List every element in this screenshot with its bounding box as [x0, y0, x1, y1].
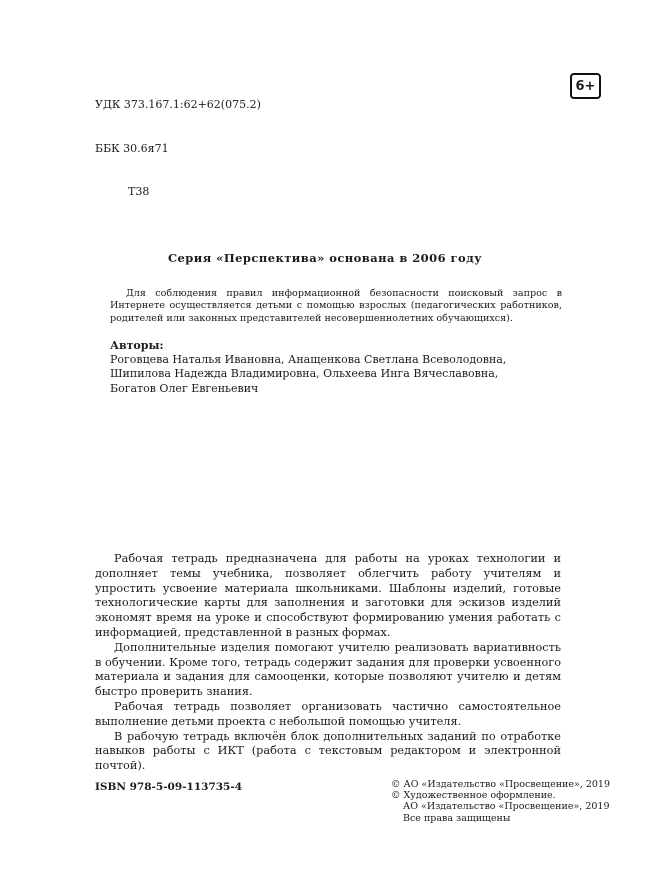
- authors-block: [110, 339, 506, 396]
- copyright-line-1: © АО «Издательство «Просвещение», 2019: [391, 779, 611, 790]
- udk-line: УДК 373.167.1:62+62(075.2): [95, 98, 261, 111]
- authors-line-3: Богатов Олег Евгеньевич: [110, 381, 259, 395]
- annotation-paragraph-3: Рабочая тетрадь позволяет организовать частично самостоятельное выполнение детьми проекта с небольшой помощью учителя.: [95, 699, 561, 728]
- authors-label: Авторы:: [110, 339, 164, 352]
- bbk-line: ББК 30.6я71: [95, 141, 169, 155]
- catalog-codes: [95, 69, 261, 229]
- annotation-paragraph-1: Рабочая тетрадь предназначена для работы на уроках технологии и дополняет темы учебника, позволяет облегчить работу учителям и упростить усвоение материала школьниками. Шаблоны изделий, готовые технологические карты для заполнения и заготовки для эскизов изделий экономят время на уроке и способствуют формированию умения работать с информацией, представленной в разных формах.: [95, 552, 561, 639]
- annotation-paragraph-2: Дополнительные изделия помогают учителю реализовать вариативность в обучении. Кроме того, тетрадь содержит задания для проверки усвоенного материала и задания для самооценки, которые позволяют учителю и детям быстро проверить знания.: [95, 640, 561, 699]
- copyright-line-3: АО «Издательство «Просвещение», 2019: [403, 801, 610, 813]
- isbn: ISBN 978-5-09-113735-4: [95, 781, 243, 793]
- series-title: Серия «Перспектива» основана в 2006 году: [167, 251, 483, 265]
- copyright-line-4: Все права защищены: [403, 812, 511, 824]
- authors-line-1: Роговцева Наталья Ивановна, Анащенкова Светлана Всеволодовна,: [110, 353, 507, 367]
- authors-line-2: Шипилова Надежда Владимировна, Ольхеева Инга Вячеславовна,: [110, 367, 499, 381]
- annotation-paragraph-4: В рабочую тетрадь включён блок дополнительных заданий по отработке навыков работы с ИКТ (работа с текстовым редактором и электронной почтой).: [95, 729, 561, 773]
- copyright-block: [391, 779, 610, 824]
- copyright-line-2: © Художественное оформление.: [391, 790, 556, 802]
- annotation-block: [95, 552, 561, 774]
- book-code: Т38: [128, 185, 150, 198]
- age-rating-badge: 6+: [570, 73, 601, 99]
- information-safety-notice: Для соблюдения правил информационной безопасности поисковый запрос в Интернете осуществляется детьми с помощью взрослых (педагогических работников, родителей или законных представителей несовершеннолетних обучающихся).: [110, 288, 562, 324]
